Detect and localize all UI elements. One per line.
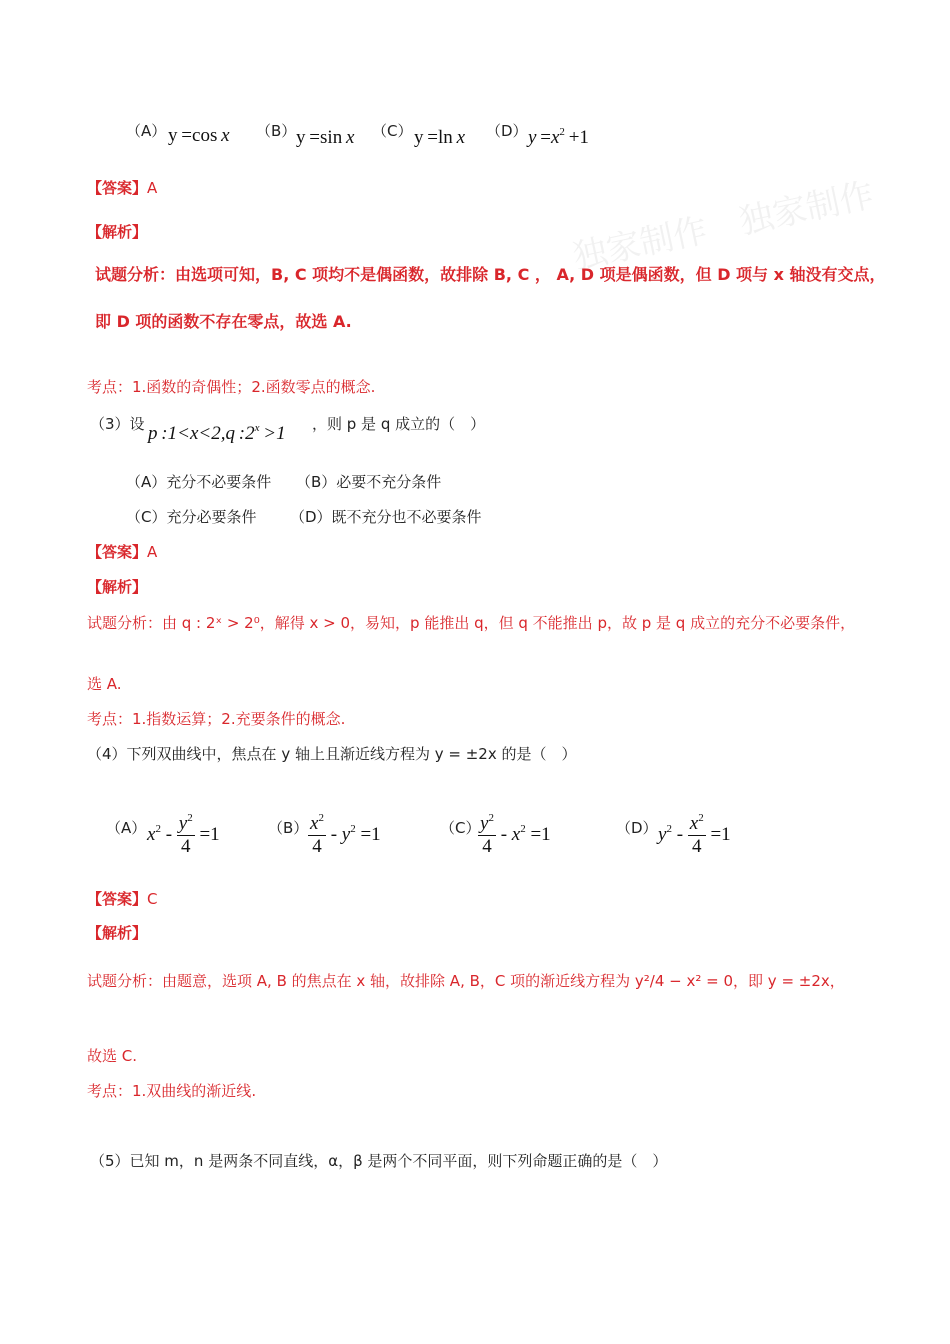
q3-condition: p :1<x<2,q $:2^x >1$ bbox=[148, 422, 286, 444]
q4-option-c: $\frac{y^2}{4}$ - $x^2 =1$ bbox=[480, 812, 551, 857]
q3-stem-suffix: ，则 p 是 q 成立的（ ） bbox=[312, 415, 486, 433]
q4-option-b-label: （B） bbox=[268, 819, 309, 837]
q3-option-b: （B）必要不充分条件 bbox=[296, 473, 442, 491]
q2-answer: 【答案】A bbox=[87, 179, 158, 197]
watermark: 独家制作 独家制作 bbox=[569, 175, 878, 278]
q4-knowledge-points: 考点：1.双曲线的渐近线. bbox=[87, 1082, 257, 1100]
q3-stem-prefix: （3）设 bbox=[90, 415, 145, 433]
q4-option-c-label: （C） bbox=[440, 819, 481, 837]
q2-analysis-label: 【解析】 bbox=[87, 223, 148, 241]
q4-option-b: $\frac{x^2}{4}$ - $y^2 =1$ bbox=[310, 812, 381, 857]
q2-analysis-line2: 即 D 项的函数不存在零点，故选 A. bbox=[95, 312, 352, 331]
q3-option-d: （D）既不充分也不必要条件 bbox=[290, 508, 482, 526]
q3-knowledge-points: 考点：1.指数运算；2.充要条件的概念. bbox=[87, 710, 346, 728]
q2-option-b-label: （B） bbox=[256, 122, 297, 140]
q2-option-d-label: （D） bbox=[486, 122, 528, 140]
q3-option-c: （C）充分必要条件 bbox=[126, 508, 257, 526]
q3-analysis-label: 【解析】 bbox=[87, 578, 148, 596]
q4-answer: 【答案】C bbox=[87, 890, 158, 908]
q3-option-a: （A）充分不必要条件 bbox=[126, 473, 272, 491]
q3-analysis-line2: 选 A. bbox=[87, 675, 122, 693]
q2-analysis-line1: 试题分析：由选项可知，B, C 项均不是偶函数，故排除 B, C ， A, D 项是偶函数，但 D 项与 x 轴没有交点， bbox=[95, 265, 886, 284]
q4-stem: （4）下列双曲线中，焦点在 y 轴上且渐近线方程为 y = ±2x 的是（ ） bbox=[87, 745, 577, 763]
q2-knowledge-points: 考点：1.函数的奇偶性；2.函数零点的概念. bbox=[87, 378, 376, 396]
q2-option-a-label: （A） bbox=[126, 122, 167, 140]
q2-option-c: y =ln x bbox=[414, 127, 466, 148]
q4-analysis-label: 【解析】 bbox=[87, 924, 148, 942]
q4-analysis-line1: 试题分析：由题意，选项 A, B 的焦点在 x 轴，故排除 A, B，C 项的渐近线方程为 y²/4 − x² = 0，即 y = ±2x， bbox=[87, 972, 845, 990]
q4-option-a-label: （A） bbox=[106, 819, 147, 837]
q2-option-a: y =cos x bbox=[168, 125, 230, 146]
q3-analysis-line1: 试题分析：由 q : 2ˣ > 2⁰，解得 x > 0，易知，p 能推出 q，但 q 不能推出 p，故 p 是 q 成立的充分不必要条件， bbox=[87, 614, 856, 632]
q4-analysis-line2: 故选 C. bbox=[87, 1047, 138, 1065]
q4-option-a: $x^2$ - $\frac{y^2}{4}$ =1 bbox=[147, 812, 220, 857]
q5-stem: （5）已知 m，n 是两条不同直线，α，β 是两个不同平面，则下列命题正确的是（ ） bbox=[90, 1152, 668, 1170]
q4-option-d: $y^2$ - $\frac{x^2}{4}$ =1 bbox=[658, 812, 731, 857]
q4-option-d-label: （D） bbox=[616, 819, 658, 837]
q2-option-c-label: （C） bbox=[372, 122, 413, 140]
q2-option-b: y =sin x bbox=[296, 127, 355, 148]
q3-answer: 【答案】A bbox=[87, 543, 158, 561]
q2-option-d: $y =x^2 +1$ bbox=[528, 126, 589, 148]
